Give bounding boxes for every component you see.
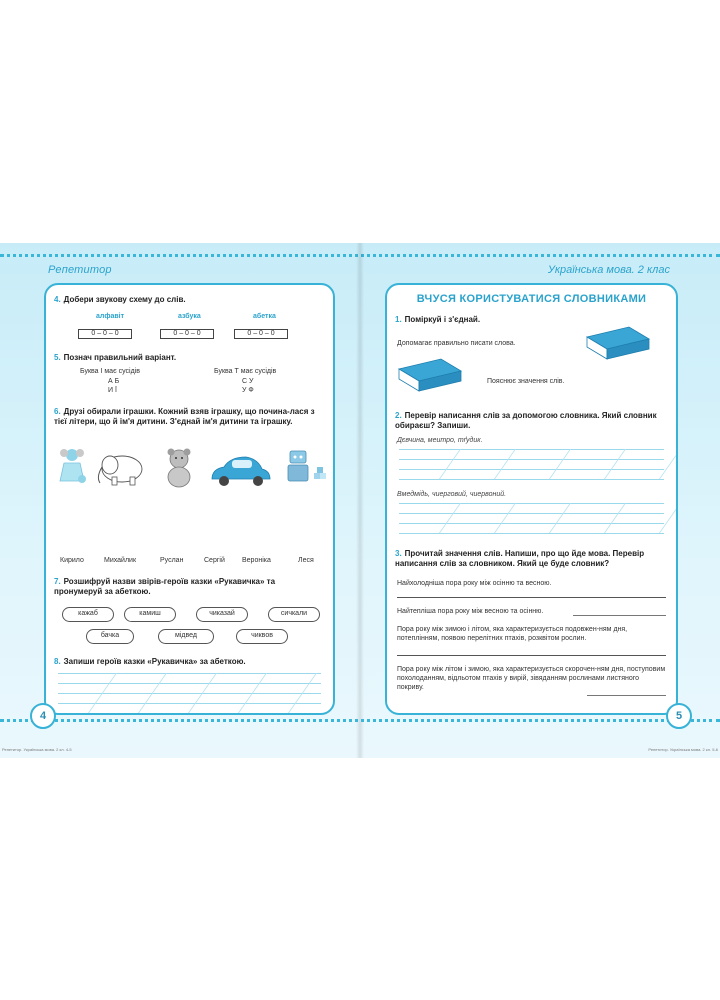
task5-col1-title: Буква І має сусідів [80,368,140,375]
word-pill-chykazai[interactable]: чиказай [196,607,248,622]
scheme-box-2[interactable]: 0 – 0 – 0 [160,329,214,339]
word-pill-sychkaly[interactable]: сичкали [268,607,320,622]
task3-number: 3. [395,549,402,558]
name-mykhailyk[interactable]: Михайлик [104,557,137,564]
name-veronika[interactable]: Вероніка [242,557,271,564]
task6-number: 6. [54,407,61,416]
car-icon [212,457,270,486]
task5-text: Познач правильний варіант. [63,353,177,362]
task2-writing-area-2[interactable] [399,503,664,533]
task2-heading [395,411,668,431]
word-alfavit: алфавіт [96,313,125,320]
word-azbuka: азбука [178,313,201,320]
robot-icon [288,451,308,481]
doll-icon [60,449,86,483]
task3-line1: Найхолодніша пора року між осінню та весною. [397,580,552,587]
task5-col2-title: Буква Т має сусідів [214,368,277,375]
task1-phrase1[interactable]: Допомагає правильно писати слова. [397,340,516,347]
task2-words1: Дєвчина, меитро, тґудик. [397,437,483,444]
task1-text: Поміркуй і з'єднай. [404,315,481,324]
dictionary-book-icon-2[interactable] [395,355,465,397]
task3-answer-line-2[interactable] [573,615,666,616]
task7-text: Розшифруй назви звірів-героїв казки «Рукавичка» та пронумеруй за абеткою. [54,577,276,596]
task3-heading [395,549,668,569]
word-pill-kazhab[interactable]: кажаб [62,607,114,622]
header-left: Репетитор [48,264,112,276]
task3-text: Прочитай значення слів. Напиши, про що йде мова. Перевір написання слів за словником. Який це буде словник? [395,549,645,568]
word-abetka: абетка [253,313,276,320]
task3-answer-line-1[interactable] [397,597,666,598]
scheme-box-1[interactable]: 0 – 0 – 0 [78,329,132,339]
task3-line3: Пора року між зимою і літом, яка характеризується подовжен-ням дня, потеплінням, появою перелітних птахів, розквітом рослин. [397,626,628,642]
task2-words2: Вмедмідь, чиерговий, чиервоний. [397,491,507,498]
task4-text: Добери звукову схему до слів. [63,295,186,304]
task7-heading [54,577,325,597]
task8-writing-area[interactable] [58,673,321,713]
name-serhii[interactable]: Сергій [204,557,225,564]
dictionary-book-icon-1[interactable] [583,323,653,365]
header-right: Українська мова. 2 клас [547,264,670,276]
task6-text: Друзі обирали іграшки. Кожний взяв іграшку, що почина-лася з тієї літери, що й ім'я дитини. З'єднай ім'я дитини та іграшку. [54,407,315,426]
dotted-border-bottom [0,719,720,722]
task3-answer-line-3[interactable] [397,655,666,656]
task8-heading [54,657,325,667]
word-pill-kamysh[interactable]: камиш [124,607,176,622]
teddy-bear-icon [168,449,191,488]
task1-phrase2[interactable]: Пояснює значення слів. [487,378,565,385]
footer-left: Репетитор. Українська мова. 2 кл. 4-5 [2,747,72,752]
task2-text: Перевір написання слів за допомогою словника. Який словник обираєш? Запиши. [395,411,657,430]
left-page [44,283,335,715]
footer-right: Репетитор. Українська мова. 2 кл. 5-6 [648,747,718,752]
task1-number: 1. [395,315,402,324]
task5-heading [54,353,325,363]
name-ruslan[interactable]: Руслан [160,557,184,564]
book-spread [0,243,720,758]
task5-number: 5. [54,353,61,362]
task2-writing-area-1[interactable] [399,449,664,479]
word-pill-chykvov[interactable]: чиквов [236,629,288,644]
task3-line2: Найтепліша пора року між весною та осінню. [397,608,544,615]
blocks-icon [314,467,326,479]
word-pill-midved[interactable]: мідвед [158,629,214,644]
task4-heading [54,295,325,305]
elephant-icon [98,456,142,485]
task5-col1-line1[interactable]: А Б [108,378,120,385]
task7-number: 7. [54,577,61,586]
word-pill-bachka[interactable]: бачка [86,629,134,644]
toys-illustration [52,445,328,495]
page-number-right: 5 [666,703,692,729]
right-page [385,283,678,715]
scheme-box-3[interactable]: 0 – 0 – 0 [234,329,288,339]
task6-heading [54,407,327,427]
task2-number: 2. [395,411,402,420]
task5-col2-line2[interactable]: У Ф [242,387,254,394]
task3-line4: Пора року між літом і зимою, яка характеризується скорочен-ням дня, поступовим похолоданням, відльотом птахів у вирій, зівяданням рослинами листяного покриву. [397,666,666,691]
book-spine [356,243,364,758]
name-lesia[interactable]: Леся [298,557,314,564]
name-kyrylo[interactable]: Кирило [60,557,84,564]
task5-col1-line2[interactable]: И Ї [108,387,117,394]
task5-col2-line1[interactable]: С У [242,378,254,385]
right-page-title: ВЧУСЯ КОРИСТУВАТИСЯ СЛОВНИКАМИ [416,293,647,305]
task8-number: 8. [54,657,61,666]
task3-answer-line-4[interactable] [587,695,666,696]
page-number-left: 4 [30,703,56,729]
task4-number: 4. [54,295,61,304]
task8-text: Запиши героїв казки «Рукавичка» за абеткою. [63,657,246,666]
